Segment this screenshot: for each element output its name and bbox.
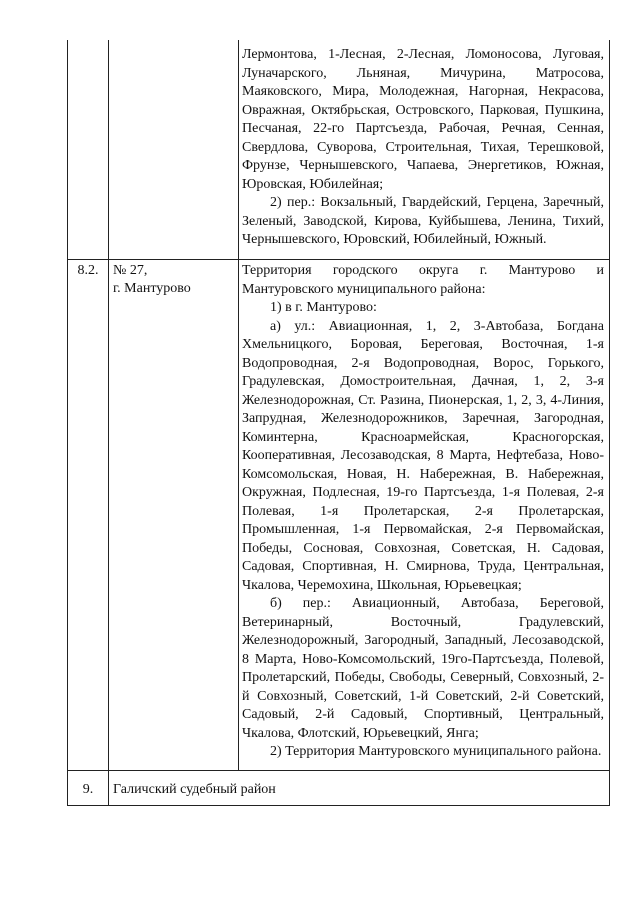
district-number: № 27,: [113, 263, 148, 278]
district-name: [113, 262, 238, 298]
row-description: [242, 46, 604, 250]
description-paragraph: а) ул.: Авиационная, 1, 2, 3-Автобаза, Богдана Хмельницкого, Боровая, Береговая, Восточная, 1-я Водопроводная, 2-я Водопроводная, Ворос, Горького, Градулевская, Домостроительная, Дачная, 1, 2, 3-я Железнодорожная, Ст. Разина, Пионерская, 1, 2, 3, 4-Линия, Запрудная, Железнодорожников, Заречная, Загородная, Коминтерна, Красноармейская, Красногорская, Кооперативная, Лесозаводская, 8 Марта, Нефтебаза, Ново-Комсомольская, Новая, Н. Набережная, В. Набережная, Окружная, Подлесная, 19-го Партсъезда, 1-я Полевая, 2-я Полевая, 1-я Пролетарская, 2-я Пролетарская, Промышленная, 1-я Первомайская, 2-я Первомайская, Победы, Сосновая, Совхозная, Советская, Н. Садовая, Садовая, Спортивная, Н. Смирнова, Труда, Центральная, Чкалова, Черемохина, Школьная, Юрьевецкая;: [242, 318, 604, 593]
section-title: Галичский судебный район: [113, 782, 276, 797]
table-row: [68, 260, 609, 770]
description-paragraph: 2) Территория Мантуровского муниципального района.: [270, 744, 602, 759]
row-description: [242, 262, 604, 762]
description-paragraph: Лермонтова, 1-Лесная, 2-Лесная, Ломоносова, Луговая, Луначарского, Льняная, Мичурина, Матросова, Маяковского, Мира, Молодежная, Нагорная, Некрасова, Овражная, Октябрьская, Островского, Парковая, Пушкина, Песчаная, 22-го Партсъезда, Рабочая, Речная, Сенная, Свердлова, Суворова, Строительная, Тихая, Терешковой, Фрунзе, Чернышевского, Чапаева, Энергетиков, Южная, Юровская, Юбилейная;: [242, 47, 604, 192]
table-bottom-border: [68, 805, 609, 806]
district-table: [67, 40, 610, 806]
table-row: [68, 771, 609, 805]
description-paragraph: б) пер.: Авиационный, Автобаза, Береговой, Ветеринарный, Восточный, Градулевский, Железнодорожный, Загородный, Западный, Лесозаводской, 8 Марта, Ново-Комсомольский, 19го-Партсъезда, Полевой, Пролетарский, Победы, Свободы, Северный, Совхозный, 2-й Совхозный, Советский, 1-й Советский, 2-й Советский, Садовый, 2-й Садовый, Спортивный, Центральный, Чкалова, Флотский, Юрьевецкий, Янга;: [242, 596, 604, 741]
description-paragraph: 2) пер.: Вокзальный, Гвардейский, Герцена, Заречный, Зеленый, Заводской, Кирова, Куйбышева, Ленина, Тихий, Чернышевского, Юровский, Юбилейный, Южный.: [242, 195, 604, 247]
district-town: г. Мантурово: [113, 281, 191, 296]
row-number: 8.2.: [77, 263, 99, 278]
description-paragraph: Территория городского округа г. Мантурово и Мантуровского муниципального района:: [242, 263, 604, 297]
description-paragraph: 1) в г. Мантурово:: [270, 300, 377, 315]
row-number: 9.: [82, 782, 94, 797]
table-row: [68, 40, 609, 260]
